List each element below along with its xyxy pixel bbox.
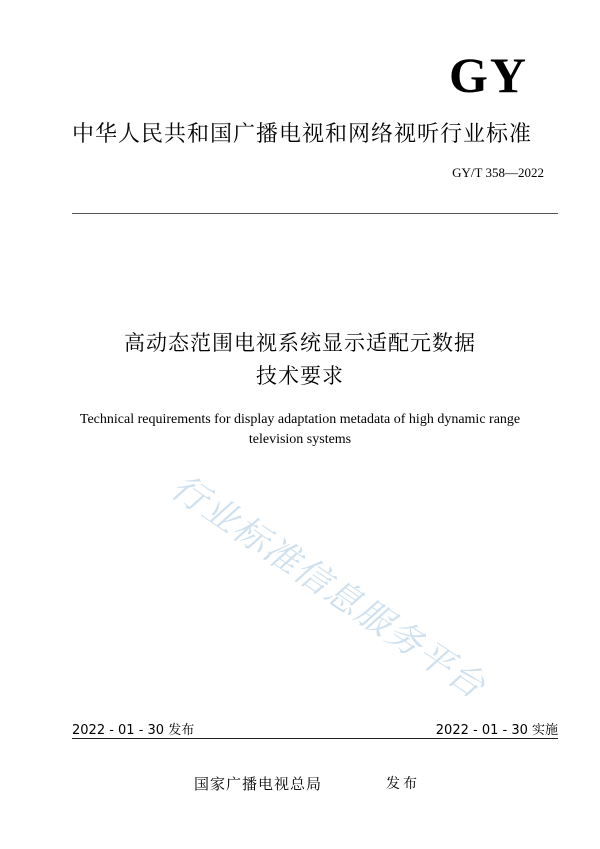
title-zh-line-2: 技术要求: [256, 364, 344, 388]
issue-date: 2022 - 01 - 30 发布: [72, 723, 195, 738]
standard-code: GY/T 358—2022: [452, 165, 544, 180]
issuer-name: 国家广播电视总局: [194, 775, 323, 793]
standard-category: 中华人民共和国广播电视和网络视听行业标准: [71, 122, 532, 147]
title-en-line-2: television systems: [248, 432, 352, 447]
top-divider: [72, 213, 558, 214]
implementation-date: 2022 - 01 - 30 实施: [435, 723, 558, 738]
gy-logo: GY: [449, 47, 528, 103]
title-zh-line-1: 高动态范围电视系统显示适配元数据: [124, 331, 476, 355]
title-en-line-1: Technical requirements for display adaptation metadata of high dynamic range: [79, 412, 521, 427]
bottom-divider: [72, 738, 558, 739]
watermark: 行业标准信息服务平台: [163, 467, 493, 708]
issuer-action: 发布: [386, 776, 420, 792]
